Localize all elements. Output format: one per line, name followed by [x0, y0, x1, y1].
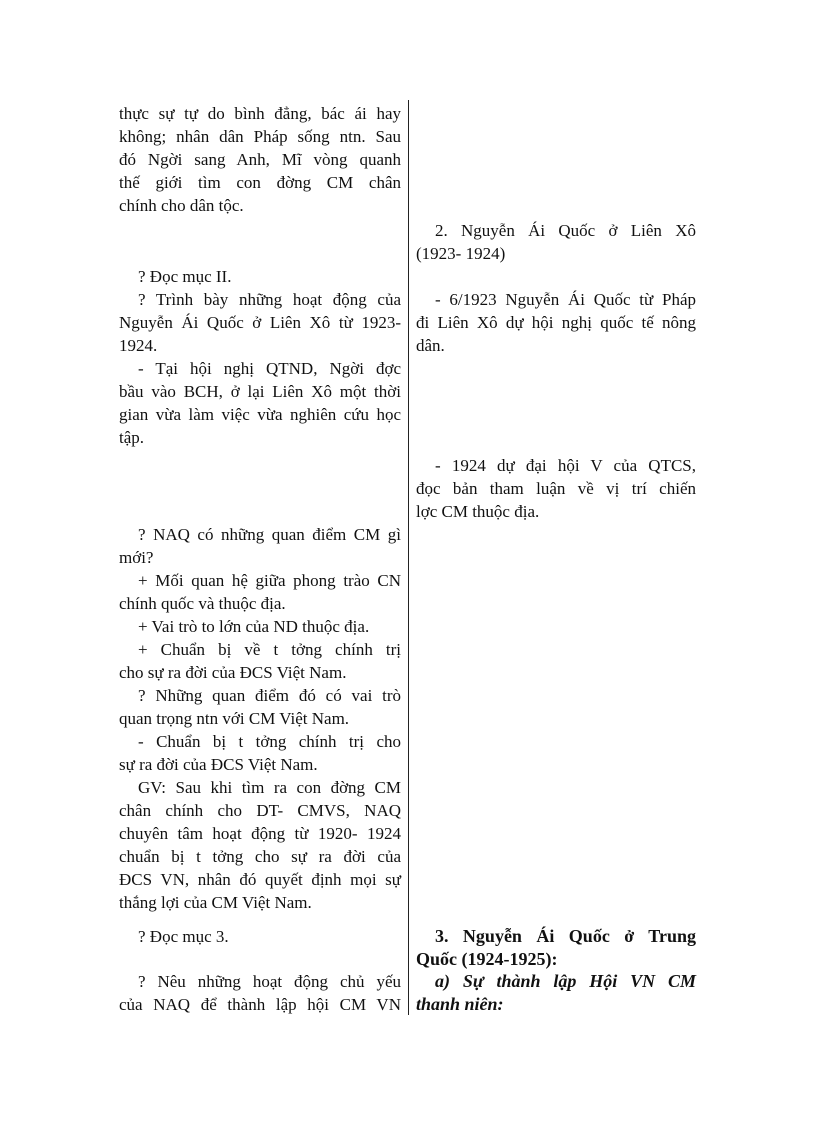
- left-line-5: chính cho dân tộc.: [119, 196, 244, 215]
- left-line-21: ? Những quan điểm đó có vai trò: [138, 686, 401, 705]
- left-line-30: thắng lợi của CM Việt Nam.: [119, 893, 312, 912]
- right-line-3: - 6/1923 Nguyễn Ái Quốc từ Pháp: [435, 290, 696, 309]
- left-line-16: + Mối quan hệ giữa phong trào CN: [138, 571, 401, 590]
- left-line-2: không; nhân dân Pháp sống ntn. Sau: [119, 127, 401, 146]
- left-line-3: đó Ngời sang Anh, Mĩ vòng quanh: [119, 150, 401, 169]
- right-subheading-a-line-1: a) Sự thành lập Hội VN CM: [435, 971, 696, 991]
- left-line-29: ĐCS VN, nhân đó quyết định mọi sự: [119, 870, 401, 889]
- left-line-24: sự ra đời của ĐCS Việt Nam.: [119, 755, 318, 774]
- left-line-20: cho sự ra đời của ĐCS Việt Nam.: [119, 663, 347, 682]
- left-line-11: bầu vào BCH, ở lại Liên Xô một thời: [119, 382, 401, 401]
- left-line-22: quan trọng ntn với CM Việt Nam.: [119, 709, 350, 728]
- left-line-26: chân chính cho DT- CMVS, NAQ: [119, 801, 401, 820]
- right-subheading-a-line-2: thanh niên:: [416, 994, 504, 1014]
- left-line-28: chuẩn bị t tởng cho sự ra đời của: [119, 847, 401, 866]
- left-line-1: thực sự tự do bình đẳng, bác ái hay: [119, 104, 401, 123]
- right-line-6: - 1924 dự đại hội V của QTCS,: [435, 456, 696, 475]
- right-heading-2-line-2: (1923- 1924): [416, 244, 506, 263]
- right-heading-3-line-2: Quốc (1924-1925):: [416, 949, 558, 969]
- left-line-23: - Chuẩn bị t tởng chính trị cho: [138, 732, 401, 751]
- right-line-7: đọc bản tham luận về vị trí chiến: [416, 479, 696, 498]
- left-line-18: + Vai trò to lớn của ND thuộc địa.: [138, 617, 370, 636]
- left-line-17: chính quốc và thuộc địa.: [119, 594, 286, 613]
- left-line-19: + Chuẩn bị về t tởng chính trị: [138, 640, 401, 659]
- left-line-13: tập.: [119, 428, 145, 447]
- left-line-27: chuyên tâm hoạt động từ 1920- 1924: [119, 824, 401, 843]
- right-heading-3-line-1: 3. Nguyễn Ái Quốc ở Trung: [435, 926, 696, 946]
- right-heading-2-line-1: 2. Nguyễn Ái Quốc ở Liên Xô: [435, 221, 696, 240]
- left-line-10: - Tại hội nghị QTND, Ngời đợc: [138, 359, 401, 378]
- left-line-12: gian vừa làm việc vừa nghiên cứu học: [119, 405, 401, 424]
- left-line-4: thế giới tìm con đờng CM chân: [119, 173, 401, 192]
- left-line-25: GV: Sau khi tìm ra con đờng CM: [138, 778, 401, 797]
- left-line-14: ? NAQ có những quan điểm CM gì: [138, 525, 401, 544]
- left-line-8: Nguyễn Ái Quốc ở Liên Xô từ 1923-: [119, 313, 401, 332]
- left-line-9: 1924.: [119, 336, 158, 355]
- right-line-5: dân.: [416, 336, 445, 355]
- left-line-7: ? Trình bày những hoạt động của: [138, 290, 401, 309]
- left-line-32: ? Nêu những hoạt động chủ yếu: [138, 972, 401, 991]
- left-line-33: của NAQ để thành lập hội CM VN: [119, 995, 401, 1014]
- left-line-15: mới?: [119, 548, 154, 567]
- left-line-31: ? Đọc mục 3.: [138, 927, 229, 946]
- right-line-4: đi Liên Xô dự hội nghị quốc tế nông: [416, 313, 696, 332]
- left-line-6: ? Đọc mục II.: [138, 267, 232, 286]
- right-line-8: lợc CM thuộc địa.: [416, 502, 540, 521]
- column-divider: [408, 100, 409, 1015]
